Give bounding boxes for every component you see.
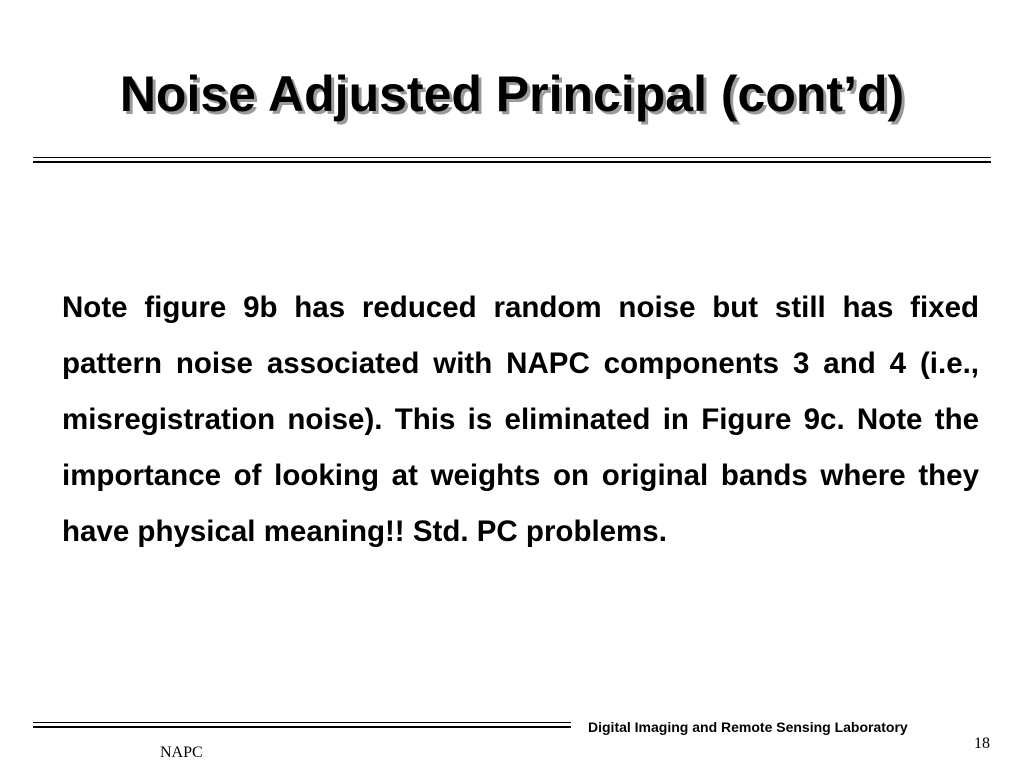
slide-title: Noise Adjusted Principal (cont’d) <box>119 66 905 122</box>
body-paragraph: Note figure 9b has reduced random noise but still has fixed pattern noise associated with NAPC components 3 and 4 (i.e., misregistration noise). This is eliminated in Figure 9c. Note the importance of looking at weights on original bands where they have physical meaning!! Std. PC problems. <box>62 291 979 548</box>
footer-section-label: NAPC <box>160 744 203 761</box>
page-number: 18 <box>974 735 990 752</box>
footer-lab-name: Digital Imaging and Remote Sensing Laboratory <box>588 719 908 735</box>
footer-divider <box>33 722 571 728</box>
title-divider <box>33 157 991 163</box>
